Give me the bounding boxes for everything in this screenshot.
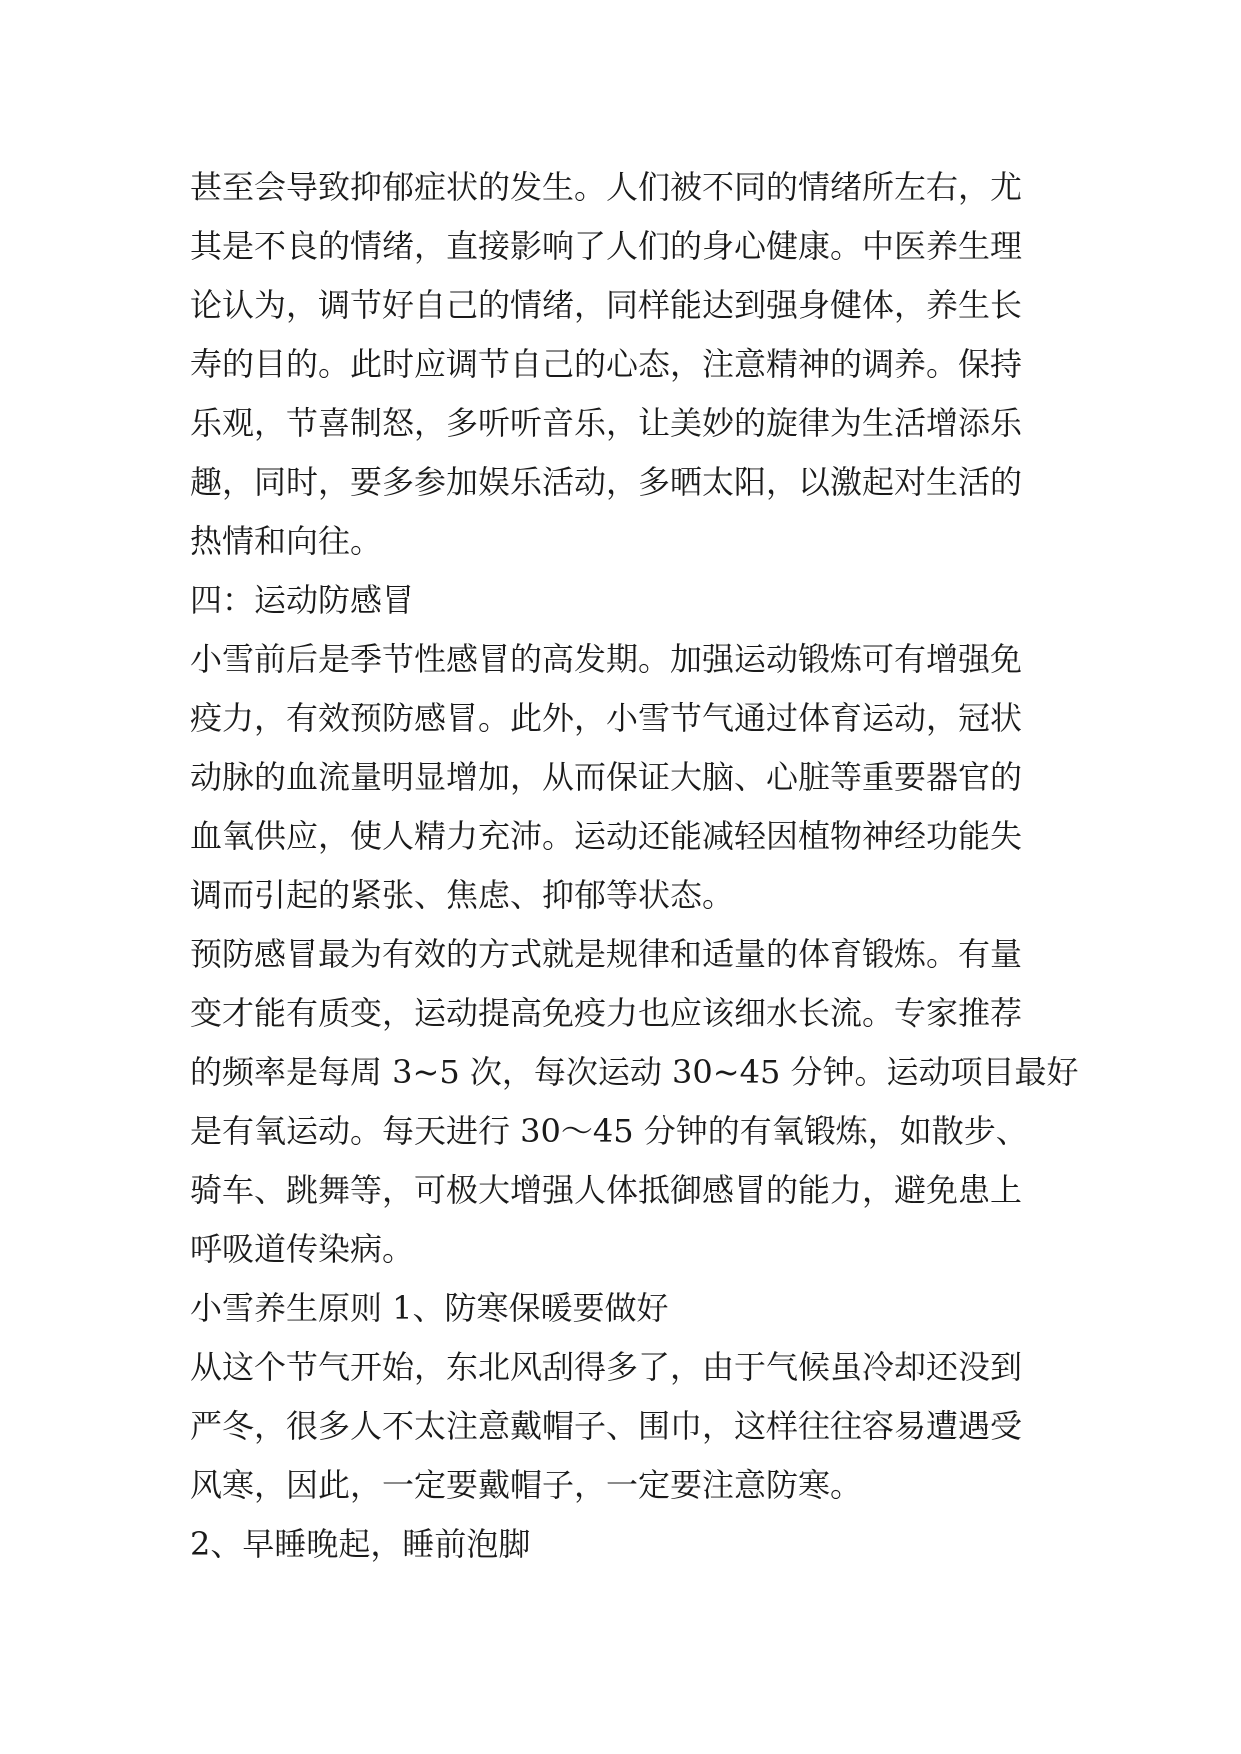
text-line: 呼吸道传染病。 bbox=[190, 1230, 415, 1268]
text-line: 其是不良的情绪，直接影响了人们的身心健康。中医养生理 bbox=[190, 227, 1023, 265]
text-line: 从这个节气开始，东北风刮得多了，由于气候虽冷却还没到 bbox=[190, 1348, 1023, 1386]
section-heading: 2、早睡晚起，睡前泡脚 bbox=[190, 1525, 531, 1563]
text-line: 风寒，因此，一定要戴帽子，一定要注意防寒。 bbox=[190, 1466, 863, 1504]
text-line: 论认为，调节好自己的情绪，同样能达到强身健体，养生长 bbox=[190, 286, 1023, 324]
text-line: 骑车、跳舞等，可极大增强人体抵御感冒的能力，避免患上 bbox=[190, 1171, 1023, 1209]
text-line: 的频率是每周 3~5 次，每次运动 30~45 分钟。运动项目最好 bbox=[190, 1053, 1079, 1091]
text-line: 变才能有质变，运动提高免疫力也应该细水长流。专家推荐 bbox=[190, 994, 1023, 1032]
text-line: 是有氧运动。每天进行 30～45 分钟的有氧锻炼，如散步、 bbox=[190, 1112, 1028, 1150]
text-line: 血氧供应，使人精力充沛。运动还能减轻因植物神经功能失 bbox=[190, 817, 1023, 855]
text-line: 小雪前后是季节性感冒的高发期。加强运动锻炼可有增强免 bbox=[190, 640, 1023, 678]
text-line: 趣，同时，要多参加娱乐活动，多晒太阳，以激起对生活的 bbox=[190, 463, 1023, 501]
text-line: 预防感冒最为有效的方式就是规律和适量的体育锻炼。有量 bbox=[190, 935, 1023, 973]
section-heading: 小雪养生原则 1、防寒保暖要做好 bbox=[190, 1289, 669, 1327]
text-line: 严冬，很多人不太注意戴帽子、围巾，这样往往容易遭遇受 bbox=[190, 1407, 1023, 1445]
text-line: 乐观，节喜制怒，多听听音乐，让美妙的旋律为生活增添乐 bbox=[190, 404, 1023, 442]
text-line: 热情和向往。 bbox=[190, 522, 383, 560]
text-line: 寿的目的。此时应调节自己的心态，注意精神的调养。保持 bbox=[190, 345, 1023, 383]
document-body bbox=[190, 158, 1079, 1574]
text-line: 动脉的血流量明显增加，从而保证大脑、心脏等重要器官的 bbox=[190, 758, 1023, 796]
section-heading: 四：运动防感冒 bbox=[190, 581, 415, 619]
text-line: 疫力，有效预防感冒。此外，小雪节气通过体育运动，冠状 bbox=[190, 699, 1023, 737]
text-line: 调而引起的紧张、焦虑、抑郁等状态。 bbox=[190, 876, 735, 914]
text-line: 甚至会导致抑郁症状的发生。人们被不同的情绪所左右，尤 bbox=[190, 168, 1023, 206]
